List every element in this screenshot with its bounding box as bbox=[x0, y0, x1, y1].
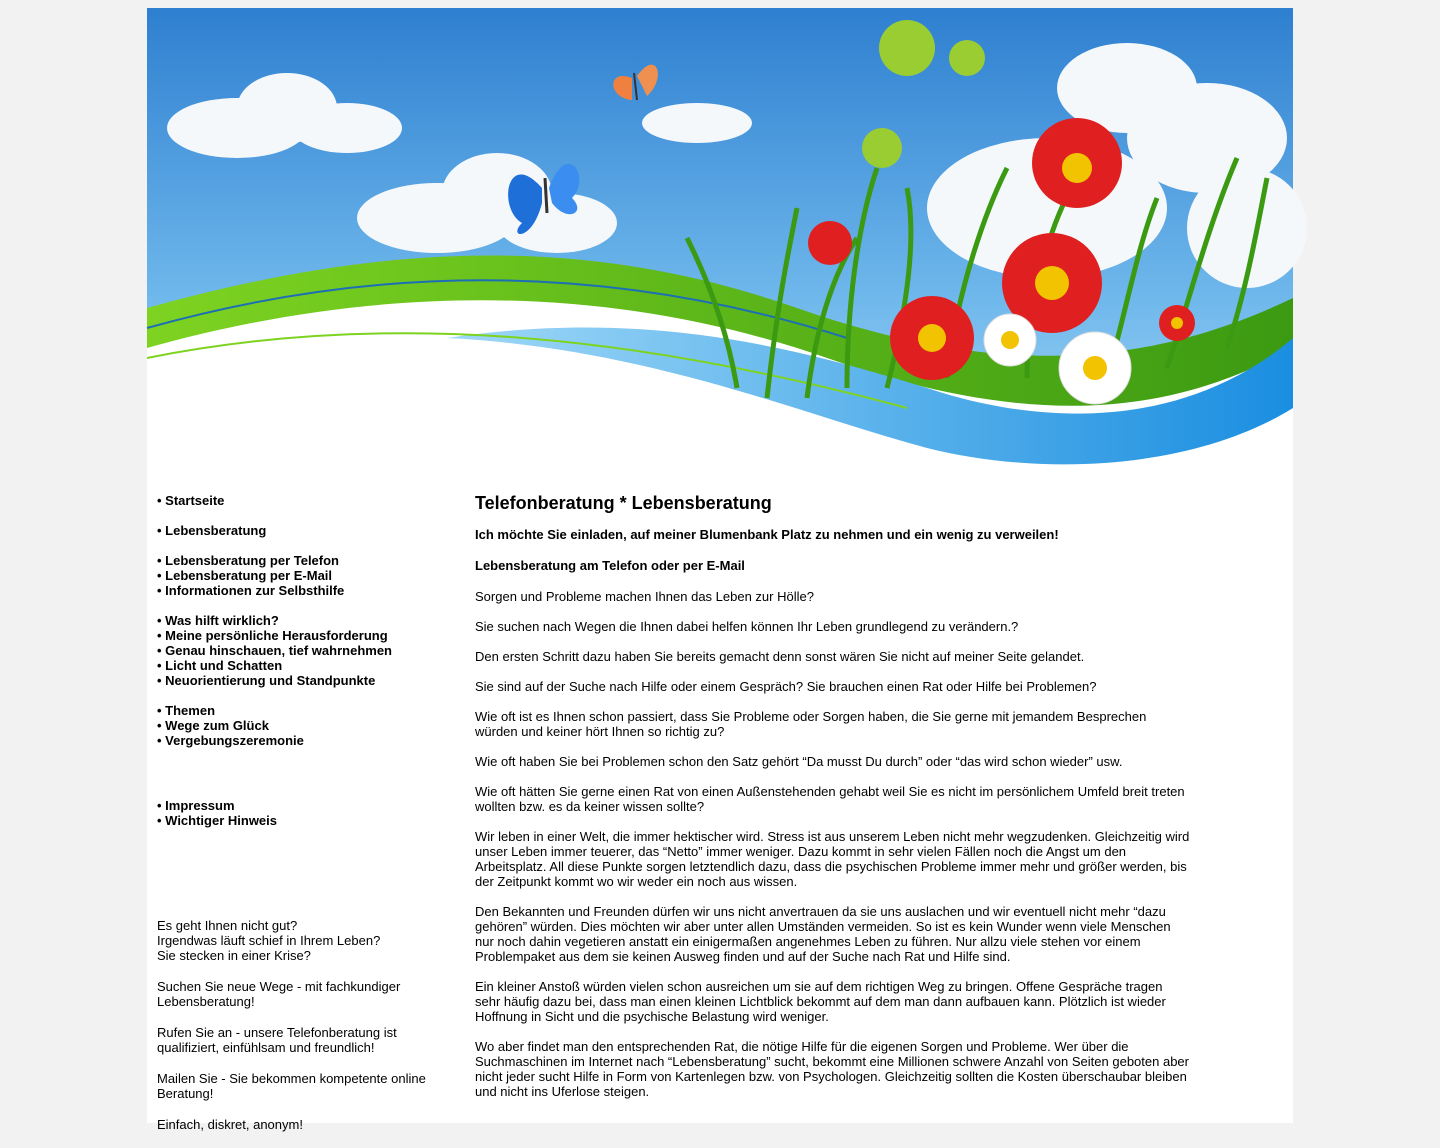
body-paragraph: Wo aber findet man den entsprechenden Rat, die nötige Hilfe für die eigenen Sorgen und Probleme. Wer über die Suchmaschinen im Internet nach “Lebensberatung” sucht, bekommt eine Millionen schwere Anzahl von Seiten geboten aber nicht jeder sucht Hilfe in Form von Kartenlegen bzw. von Psychologen. Gleichzeitig sollten die Kosten überschaubar bleiben und nicht ins Uferlose steigen. bbox=[475, 1039, 1189, 1099]
sidebar-paragraph: Suchen Sie neue Wege - mit fachkundiger Lebensberatung! bbox=[157, 979, 401, 1009]
sidebar bbox=[157, 493, 457, 1148]
nav-item-startseite[interactable]: • Startseite bbox=[157, 493, 225, 508]
sidebar-paragraph: Rufen Sie an - unsere Telefonberatung ist qualifiziert, einfühlsam und freundlich! bbox=[157, 1025, 397, 1055]
page bbox=[147, 8, 1293, 1132]
body-paragraph: Wie oft hätten Sie gerne einen Rat von einen Außenstehenden gehabt weil Sie es nicht im persönlichem Umfeld breit treten wollten bzw. es da keiner wissen sollte? bbox=[475, 784, 1185, 814]
nav-item-themen[interactable]: • Themen bbox=[157, 703, 216, 718]
body-paragraph: Den ersten Schritt dazu haben Sie bereits gemacht denn sonst wären Sie nicht auf meiner Seite gelandet. bbox=[475, 649, 1085, 664]
nav-item-lebensberatung-telefon[interactable]: • Lebensberatung per Telefon bbox=[157, 553, 339, 568]
body-paragraph: Sie suchen nach Wegen die Ihnen dabei helfen können Ihr Leben grundlegend zu verändern.? bbox=[475, 619, 1019, 634]
sidebar-intro-line: Irgendwas läuft schief in Ihrem Leben? bbox=[157, 933, 381, 948]
sidebar-intro-line: Sie stecken in einer Krise? bbox=[157, 948, 311, 963]
nav-item-hinschauen[interactable]: • Genau hinschauen, tief wahrnehmen bbox=[157, 643, 392, 658]
nav-item-neuorientierung[interactable]: • Neuorientierung und Standpunkte bbox=[157, 673, 376, 688]
lead-text: Ich möchte Sie einladen, auf meiner Blumenbank Platz zu nehmen und ein wenig zu verweilen! bbox=[475, 527, 1059, 542]
nav-item-herausforderung[interactable]: • Meine persönliche Herausforderung bbox=[157, 628, 388, 643]
nav-item-lebensberatung-email[interactable]: • Lebensberatung per E-Mail bbox=[157, 568, 333, 583]
body-paragraph: Wir leben in einer Welt, die immer hektischer wird. Stress ist aus unserem Leben nicht mehr wegzudenken. Gleichzeitig wird unser Leben immer teuerer, das “Netto” immer weniger. Dazu kommt in sehr vielen Fällen noch die Angst um den Arbeitsplatz. All diese Punkte sorgen letztendlich dazu, dass die psychischen Probleme immer mehr und größer werden, bis der Zeitpunkt kommt wo wir weder ein noch aus wissen. bbox=[475, 829, 1190, 889]
meadow-illustration bbox=[147, 8, 1293, 493]
nav-group bbox=[157, 493, 457, 508]
sidebar-intro bbox=[157, 918, 457, 963]
nav-item-licht-schatten[interactable]: • Licht und Schatten bbox=[157, 658, 283, 673]
nav-item-selbsthilfe[interactable]: • Informationen zur Selbsthilfe bbox=[157, 583, 345, 598]
sidebar-text bbox=[157, 918, 457, 1132]
sidebar-paragraph: Einfach, diskret, anonym! bbox=[157, 1117, 303, 1132]
body-paragraph: Den Bekannten und Freunden dürfen wir uns nicht anvertrauen da sie uns auslachen und wir eventuell nicht mehr “dazu gehören” würden. Dies möchten wir aber unter allen Umständen vermeiden. So ist es kein Wunder wenn viele Menschen nur noch dahin vegetieren anstatt ein einigermaßen angenehmes Leben zu führen. Nur allzu viele stehen vor einem Problempaket aus dem sie keinen Ausweg finden und auf der Suche nach Rat und Hilfe sind. bbox=[475, 904, 1171, 964]
body-paragraph: Ein kleiner Anstoß würden vielen schon ausreichen um sie auf dem richtigen Weg zu bringen. Offene Gespräche tragen sehr häufig dazu bei, dass man einen kleinen Lichtblick bekommt auf dem man dann aufbauen kann. Plötzlich ist wieder Hoffnung in Sicht und die psychische Belastung wird weniger. bbox=[475, 979, 1166, 1024]
nav-item-was-hilft[interactable]: • Was hilft wirklich? bbox=[157, 613, 279, 628]
page-title: Telefonberatung * Lebensberatung bbox=[475, 493, 772, 513]
nav-group bbox=[157, 703, 457, 748]
body-paragraph: Wie oft ist es Ihnen schon passiert, dass Sie Probleme oder Sorgen haben, die Sie gerne mit jemandem Besprechen würden und keiner hört Ihnen so richtig zu? bbox=[475, 709, 1147, 739]
nav-item-wege-gluck[interactable]: • Wege zum Glück bbox=[157, 718, 269, 733]
nav-group bbox=[157, 553, 457, 598]
nav-item-impressum[interactable]: • Impressum bbox=[157, 798, 235, 813]
sidebar-paragraph: Mailen Sie - Sie bekommen kompetente online Beratung! bbox=[157, 1071, 426, 1101]
nav-group bbox=[157, 613, 457, 688]
body-paragraph: Sorgen und Probleme machen Ihnen das Leben zur Hölle? bbox=[475, 589, 814, 604]
body-paragraph: Sie sind auf der Suche nach Hilfe oder einem Gespräch? Sie brauchen einen Rat oder Hilfe bei Problemen? bbox=[475, 679, 1097, 694]
nav-group bbox=[157, 798, 457, 828]
body-paragraph: Wie oft haben Sie bei Problemen schon den Satz gehört “Da musst Du durch” oder “das wird schon wieder” usw. bbox=[475, 754, 1123, 769]
sidebar-intro-line: Es geht Ihnen nicht gut? bbox=[157, 918, 298, 933]
header-banner bbox=[147, 8, 1293, 493]
nav-group bbox=[157, 523, 457, 538]
subheading: Lebensberatung am Telefon oder per E-Mail bbox=[475, 558, 745, 573]
main-content bbox=[475, 493, 1191, 1114]
nav-item-vergebung[interactable]: • Vergebungszeremonie bbox=[157, 733, 304, 748]
nav-item-hinweis[interactable]: • Wichtiger Hinweis bbox=[157, 813, 278, 828]
nav-item-lebensberatung[interactable]: • Lebensberatung bbox=[157, 523, 267, 538]
